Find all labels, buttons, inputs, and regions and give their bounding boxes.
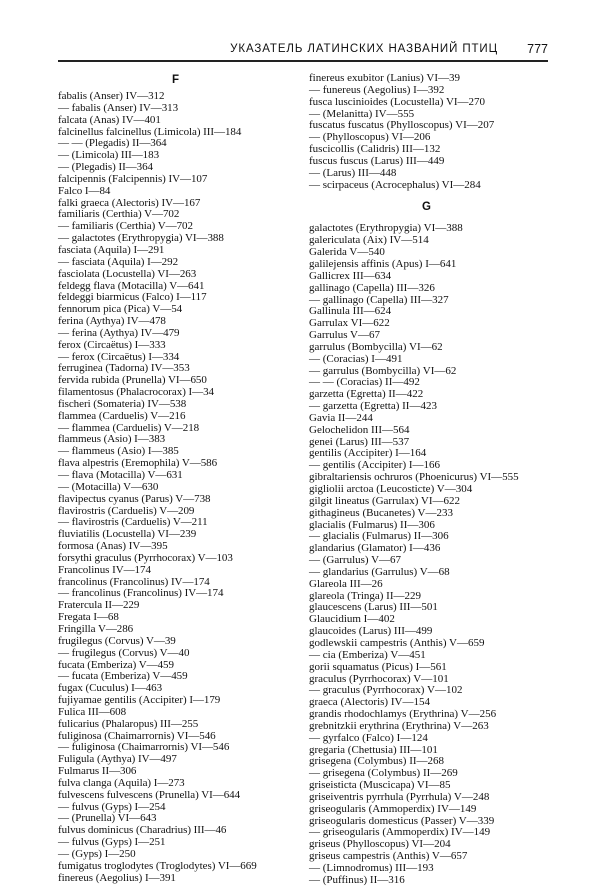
left-column [58, 73, 293, 885]
index-entry: — frugilegus (Corvus) V—40 [58, 646, 190, 659]
index-entry: flava alpestris (Eremophila) V—586 [58, 457, 218, 470]
index-entry: Glareola III—26 [309, 577, 383, 590]
index-entry: — (Limicola) III—183 [58, 149, 160, 162]
index-entry: Gallinula III—624 [309, 305, 392, 318]
index-entry: flammea (Carduelis) V—216 [58, 409, 186, 422]
index-entry: Garrulax VI—622 [309, 317, 390, 330]
index-entry: Fulmarus II—306 [58, 765, 137, 778]
index-entry: ferox (Circaëtus) I—333 [58, 338, 166, 351]
index-entry: — gentilis (Accipiter) I—166 [309, 459, 441, 472]
index-entry: fucata (Emberiza) V—459 [58, 658, 174, 671]
index-entry: — (Puffinus) II—316 [309, 873, 405, 886]
index-entry: fabalis (Anser) IV—312 [58, 90, 165, 102]
index-entry: griseisticta (Muscicapa) VI—85 [309, 779, 451, 792]
index-entry: — fasciata (Aquila) I—292 [58, 255, 179, 268]
index-entry: falcipennis (Falcipennis) IV—107 [58, 172, 208, 185]
index-entry: fervida rubida (Prunella) VI—650 [58, 374, 207, 387]
index-entry: glacialis (Fulmarus) II—306 [309, 518, 435, 531]
index-entry: gilgit lineatus (Garrulax) VI—622 [309, 494, 461, 507]
index-entry: fuscatus fuscatus (Phylloscopus) VI—207 [309, 119, 495, 132]
index-entry: griseus campestris (Anthis) V—657 [309, 850, 468, 863]
index-entry: flavirostris (Carduelis) V—209 [58, 504, 195, 517]
index-entry: griseogularis (Ammoperdix) IV—149 [309, 802, 477, 815]
index-entry: Fringilla V—286 [58, 622, 134, 635]
index-entry: — flammeus (Asio) I—385 [58, 445, 179, 458]
index-entry: — flammea (Carduelis) V—218 [58, 421, 200, 434]
index-entry: gorii squamatus (Picus) I—561 [309, 660, 447, 673]
index-entry: — — (Coracias) II—492 [309, 376, 420, 389]
index-entry: glandarius (Glamator) I—436 [309, 542, 441, 555]
index-entry: Fulica III—608 [58, 705, 127, 718]
index-entry: fuscicollis (Calidris) III—132 [309, 143, 441, 156]
index-entry: — francolinus (Francolinus) IV—174 [58, 587, 224, 600]
index-entry: — ferox (Circaëtus) I—334 [58, 350, 180, 363]
index-entry: falki graeca (Alectoris) IV—167 [58, 196, 201, 209]
index-entry: — (Coracias) I—491 [309, 352, 403, 365]
running-title: УКАЗАТЕЛЬ ЛАТИНСКИХ НАЗВАНИЙ ПТИЦ [230, 43, 498, 55]
index-entry: — ferina (Aythya) IV—479 [58, 326, 180, 339]
index-entry: garrulus (Bombycilla) VI—62 [309, 340, 443, 353]
index-entry: Fuligula (Aythya) IV—497 [58, 753, 177, 766]
index-entry: griseogularis domesticus (Passer) V—339 [309, 814, 495, 827]
index-entry: fulvus dominicus (Charadrius) III—46 [58, 824, 227, 837]
index-entry: familiaris (Certhia) V—702 [58, 208, 180, 221]
index-entry: — (Garrulus) V—67 [309, 554, 402, 567]
page-number: 777 [527, 42, 548, 56]
index-entry: fuscus fuscus (Larus) III—449 [309, 154, 445, 167]
index-entry: falcinellus falcinellus (Limicola) III—184 [58, 125, 242, 138]
index-entry: fasciata (Aquila) I—291 [58, 243, 165, 256]
index-entry: galactotes (Erythropygia) VI—388 [309, 222, 463, 235]
index-entry: — fabalis (Anser) IV—313 [58, 101, 179, 114]
index-entry: Fratercula II—229 [58, 599, 140, 612]
index-entry: gregaria (Chettusia) III—101 [309, 743, 438, 756]
section-letter-f: F [171, 74, 180, 86]
header-rule [58, 60, 548, 62]
index-entry: — garrulus (Bombycilla) VI—62 [309, 364, 457, 377]
index-entry: francolinus (Francolinus) IV—174 [58, 575, 210, 588]
index-entry: fulva clanga (Aquila) I—273 [58, 776, 185, 789]
index-entry: fluviatilis (Locustella) VI—239 [58, 528, 197, 541]
index-entry: Galerida V—540 [309, 246, 385, 259]
index-entry: grisegena (Colymbus) II—268 [309, 755, 445, 768]
index-entry: — griseogularis (Ammoperdix) IV—149 [309, 826, 491, 839]
index-entry: flavipectus cyanus (Parus) V—738 [58, 492, 211, 505]
index-entry: filamentosus (Phalacrocorax) I—34 [58, 386, 214, 399]
index-entry: — cia (Emberiza) V—451 [309, 648, 426, 661]
right-column [309, 73, 544, 887]
running-header [58, 40, 548, 60]
index-entry: graculus (Pyrrhocorax) V—101 [309, 672, 449, 685]
index-entry: graeca (Alectoris) IV—154 [309, 696, 430, 709]
index-entry: genei (Larus) III—537 [309, 435, 410, 448]
index-entry: Gelochelidon III—564 [309, 423, 410, 436]
index-entry: Gavia II—244 [309, 411, 373, 424]
index-entry: — scirpaceus (Acrocephalus) VI—284 [309, 178, 481, 191]
index-entry: — (Gyps) I—250 [58, 848, 136, 860]
index-entry: — fulvus (Gyps) I—251 [58, 836, 166, 849]
index-entry: finereus exubitor (Lanius) VI—39 [309, 72, 461, 84]
index-entry: formosa (Anas) IV—395 [58, 540, 168, 553]
index-entry: fusca luscinioides (Locustella) VI—270 [309, 95, 486, 108]
index-entry: glaucescens (Larus) III—501 [309, 601, 438, 614]
index-entry: fujiyamae gentilis (Accipiter) I—179 [58, 694, 221, 707]
index-entry: galericulata (Aix) IV—514 [309, 234, 429, 247]
index-entry: fulicarius (Phalaropus) III—255 [58, 717, 199, 730]
index-entry: gibraltariensis ochruros (Phoenicurus) VI—555 [309, 471, 519, 484]
index-entry: griseus (Phylloscopus) VI—204 [309, 838, 451, 851]
index-entry: grandis rhodochlamys (Erythrina) V—256 [309, 708, 497, 721]
index-entry: — (Limnodromus) III—193 [309, 862, 434, 874]
index-entry: fischeri (Somateria) IV—538 [58, 397, 187, 410]
index-entry: feldegg flava (Motacilla) V—641 [58, 279, 205, 292]
index-entry: fasciolata (Locustella) VI—263 [58, 267, 197, 280]
index-entry: — (Melanitta) IV—555 [309, 107, 415, 120]
section-letter-g: G [422, 201, 431, 214]
index-entry: fumigatus troglodytes (Troglodytes) VI—669 [58, 859, 257, 872]
index-entry: — (Larus) III—448 [309, 166, 397, 179]
index-entry: — flava (Motacilla) V—631 [58, 469, 183, 481]
index-entry: — grisegena (Colymbus) II—269 [309, 767, 458, 780]
index-entry: githagineus (Bucanetes) V—233 [309, 506, 453, 519]
index-entry: — graculus (Pyrrhocorax) V—102 [309, 684, 463, 697]
index-entry: finereus (Aegolius) I—391 [58, 871, 176, 884]
index-entry: — (Prunella) VI—643 [58, 812, 157, 825]
index-entry: fennorum pica (Pica) V—54 [58, 303, 183, 316]
index-entry: gallinago (Capella) III—326 [309, 281, 435, 294]
index-entry: gentilis (Accipiter) I—164 [309, 447, 427, 460]
index-entry: Falco I—84 [58, 184, 111, 197]
index-entry: griseiventris pyrrhula (Pyrrhula) V—248 [309, 790, 490, 803]
index-entry: — glacialis (Fulmarus) II—306 [309, 530, 449, 543]
index-entry: godlewskii campestris (Anthis) V—659 [309, 636, 485, 649]
index-entry: — funereus (Aegolius) I—392 [309, 83, 445, 96]
index-entry: falcata (Anas) IV—401 [58, 113, 161, 126]
index-entry: — familiaris (Certhia) V—702 [58, 220, 193, 233]
index-entry: Garrulus V—67 [309, 329, 380, 342]
index-entry: forsythi graculus (Pyrrhocorax) V—103 [58, 551, 233, 564]
index-entry: — flavirostris (Carduelis) V—211 [58, 516, 208, 529]
index-entry: fulvescens fulvescens (Prunella) VI—644 [58, 788, 241, 801]
index-entry: Gallicrex III—634 [309, 269, 392, 282]
index-entry: — (Phylloscopus) VI—206 [309, 131, 431, 144]
index-entry: — (Motacilla) V—630 [58, 480, 159, 493]
index-entry: flammeus (Asio) I—383 [58, 433, 166, 446]
index-entry: — glandarius (Garrulus) V—68 [309, 565, 450, 578]
index-entry: Glaucidium I—402 [309, 613, 395, 626]
index-entry: — — (Plegadis) II—364 [58, 137, 167, 150]
index-entry: galilejensis affinis (Apus) I—641 [309, 257, 457, 270]
index-entry: fugax (Cuculus) I—463 [58, 682, 163, 695]
index-entry: grebnitzkii erythrina (Erythrina) V—263 [309, 719, 489, 732]
index-entry: ferruginea (Tadorna) IV—353 [58, 362, 190, 375]
index-entry: — fulvus (Gyps) I—254 [58, 800, 166, 813]
index-entry: — garzetta (Egretta) II—423 [309, 400, 437, 413]
index-entry: gigliolii arctoa (Leucosticte) V—304 [309, 483, 473, 495]
index-entry: glaucoides (Larus) III—499 [309, 625, 433, 638]
index-entry: — fucata (Emberiza) V—459 [58, 670, 188, 683]
index-entry: frugilegus (Corvus) V—39 [58, 634, 176, 647]
index-entry: glareola (Tringa) II—229 [309, 589, 422, 602]
index-entry: feldeggi biarmicus (Falco) I—117 [58, 291, 207, 304]
index-entry: — (Plegadis) II—364 [58, 161, 153, 174]
index-entry: ferina (Aythya) IV—478 [58, 315, 166, 328]
index-entry: — galactotes (Erythropygia) VI—388 [58, 232, 224, 245]
index-entry: — fuliginosa (Chaimarrornis) VI—546 [58, 741, 230, 754]
index-entry: Francolinus IV—174 [58, 563, 151, 576]
index-entry: garzetta (Egretta) II—422 [309, 388, 424, 401]
index-entry: fuliginosa (Chaimarrornis) VI—546 [58, 729, 216, 742]
index-entry: — gyrfalco (Falco) I—124 [309, 731, 428, 744]
index-entry: Fregata I—68 [58, 611, 119, 624]
index-entry: — gallinago (Capella) III—327 [309, 293, 449, 306]
